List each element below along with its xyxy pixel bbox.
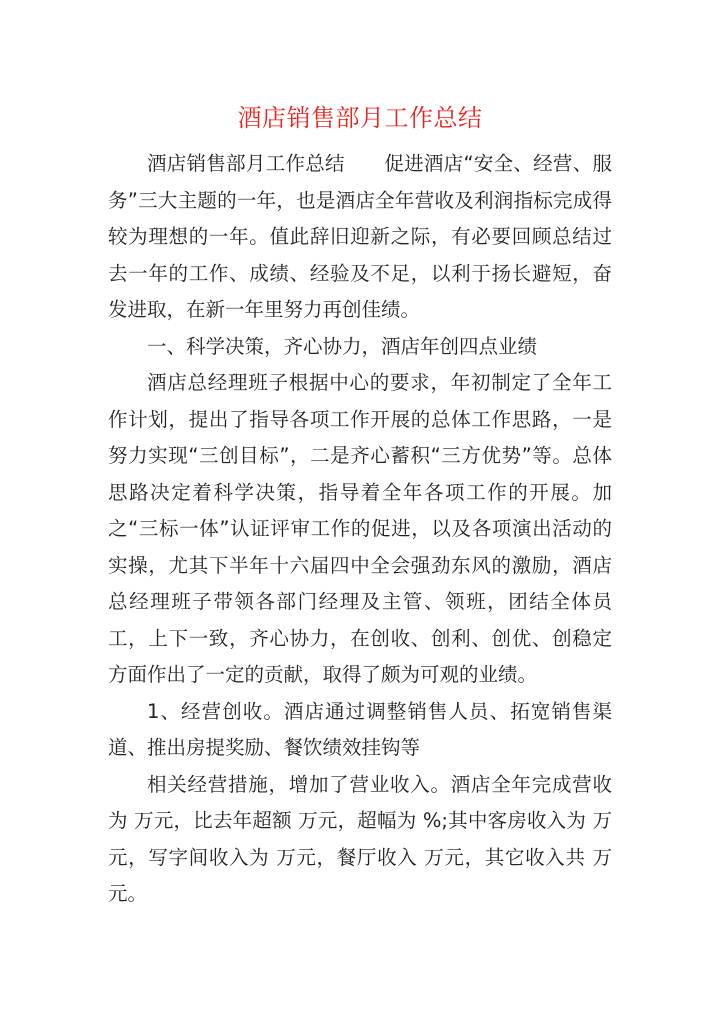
section-heading: 一、科学决策，齐心协力，酒店年创四点业绩 [147, 334, 538, 358]
paragraph-intro: 酒店销售部月工作总结 促进酒店“安全、经营、服务”三大主题的一年，也是酒店全年营收及利润指标完成得较为理想的一年。值此辞旧迎新之际，有必要回顾总结过去一年的工作、成绩、经验及不足，以利于扬长避短，奋发进取，在新一年里努力再创佳绩。 [108, 152, 612, 321]
paragraph-management: 酒店总经理班子根据中心的要求，年初制定了全年工作计划，提出了指导各项工作开展的总体工作思路，一是努力实现“三创目标”，二是齐心蓄积“三方优势”等。总体思路决定着科学决策，指导着全年各项工作的开展。加之“三标一体”认证评审工作的促进，以及各项演出活动的实操，尤其下半年十六届四中全会强劲东风的激励，酒店总经理班子带领各部门经理及主管、领班，团结全体员工，上下一致，齐心协力，在创收、创利、创优、创稳定方面作出了一定的贡献，取得了颇为可观的业绩。 [108, 371, 612, 686]
paragraph-operations: 1、经营创收。酒店通过调整销售人员、拓宽销售渠道、推出房提奖励、餐饮绩效挂钩等 [108, 699, 612, 759]
paragraph-revenue: 相关经营措施，增加了营业收入。酒店全年完成营收为 万元，比去年超额 万元，超幅为 %;其中客房收入为 万元，写字间收入为 万元，餐厅收入 万元，其它收入共 万元。 [108, 772, 612, 905]
document-title: 酒店销售部月工作总结 [237, 104, 483, 132]
